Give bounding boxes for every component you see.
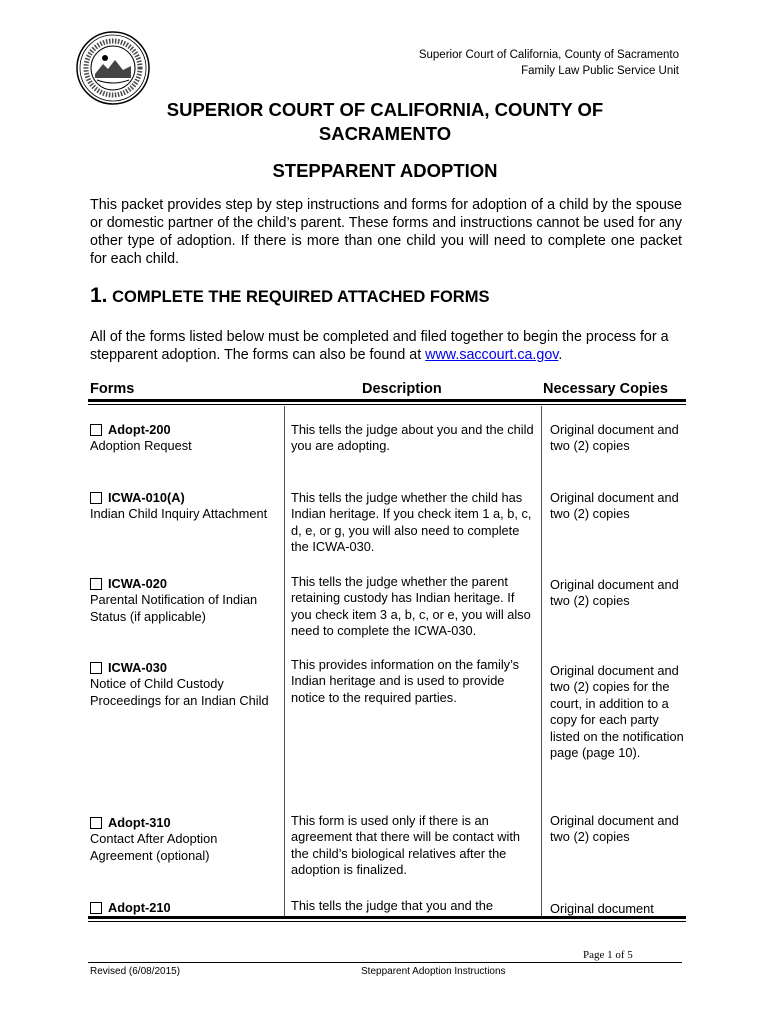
checkbox[interactable]	[90, 902, 102, 914]
form-name: Contact After Adoption Agreement (optional)	[90, 831, 218, 863]
section-number: 1.	[90, 284, 108, 307]
header-court-name: Superior Court of California, County of Sacramento	[418, 49, 679, 61]
checkbox[interactable]	[90, 424, 102, 436]
table-row-forms-cell	[90, 490, 280, 523]
form-name: Parental Notification of Indian Status (if applicable)	[90, 592, 258, 624]
header-unit-name: Family Law Public Service Unit	[521, 65, 679, 77]
title-line-2: SACRAMENTO	[318, 123, 452, 144]
column-header-description: Description	[362, 381, 442, 397]
column-divider-1	[284, 406, 285, 916]
section-heading-text: COMPLETE THE REQUIRED ATTACHED FORMS	[112, 288, 490, 306]
footer-divider	[88, 962, 682, 963]
form-code: Adopt-310	[108, 815, 171, 830]
row-copies: Original document and two (2) copies	[550, 490, 679, 522]
court-website-link[interactable]: www.saccourt.ca.gov	[425, 347, 559, 363]
document-title	[0, 98, 770, 146]
form-code: Adopt-200	[108, 422, 171, 437]
section-paragraph	[90, 328, 690, 364]
table-row-forms-cell	[90, 900, 280, 916]
row-copies: Original document	[550, 901, 654, 916]
table-bottom-rule-thin	[88, 921, 686, 922]
form-code: Adopt-210	[108, 900, 171, 915]
section-paragraph-end: .	[558, 347, 563, 363]
row-copies: Original document and two (2) copies	[550, 422, 679, 454]
table-row-forms-cell	[90, 422, 280, 455]
court-seal-logo	[75, 30, 151, 106]
row-copies: Original document and two (2) copies	[550, 577, 679, 609]
column-header-copies: Necessary Copies	[543, 381, 668, 397]
title-line-1: SUPERIOR COURT OF CALIFORNIA, COUNTY OF	[166, 99, 604, 120]
page-header	[419, 47, 679, 79]
row-description: This tells the judge about you and the child you are adopting.	[291, 422, 534, 454]
row-copies: Original document and two (2) copies for the court, in addition to a copy for each party listed on the notification page (page 10).	[550, 663, 684, 761]
checkbox[interactable]	[90, 492, 102, 504]
form-code: ICWA-010(A)	[108, 490, 185, 505]
row-description: This provides information on the family’s Indian heritage and is used to provide notice to the required parties.	[291, 657, 520, 705]
form-code: ICWA-020	[108, 576, 168, 591]
page-number: Page 1 of 5	[583, 949, 633, 961]
footer-doc-title: Stepparent Adoption Instructions	[361, 966, 506, 977]
table-row-forms-cell	[90, 660, 280, 709]
form-name: Indian Child Inquiry Attachment	[90, 506, 268, 522]
row-description: This tells the judge that you and the	[291, 898, 494, 913]
column-divider-2	[541, 406, 542, 916]
table-top-rule	[88, 399, 686, 402]
row-copies: Original document and two (2) copies	[550, 813, 679, 845]
row-description: This form is used only if there is an agreement that there will be contact with the child’s biological relatives after the adoption is finalized.	[291, 813, 521, 878]
form-code: ICWA-030	[108, 660, 168, 675]
form-name: Notice of Child Custody Proceedings for an Indian Child	[90, 676, 269, 708]
intro-paragraph: This packet provides step by step instructions and forms for adoption of a child by the spouse or domestic partner of the child’s parent. These forms and instructions cannot be used for any other type of adoption. If there is more than one child you will need to complete one packet for each child.	[90, 197, 682, 267]
table-top-rule-thin	[88, 404, 686, 405]
checkbox[interactable]	[90, 817, 102, 829]
section-paragraph-text: All of the forms listed below must be completed and filed together to begin the process for a stepparent adoption. The forms can also be found at	[90, 329, 669, 363]
form-name: Adoption Request	[90, 438, 192, 454]
checkbox[interactable]	[90, 662, 102, 674]
table-row-forms-cell	[90, 815, 280, 864]
checkbox[interactable]	[90, 578, 102, 590]
revision-date: Revised (6/08/2015)	[90, 966, 181, 977]
row-description: This tells the judge whether the child has Indian heritage. If you check item 1 a, b, c, d, e, or g, you will also need to complete the ICWA-030.	[291, 490, 532, 555]
table-row-forms-cell	[90, 576, 280, 625]
section-heading	[90, 284, 489, 308]
column-header-forms: Forms	[90, 381, 135, 397]
table-bottom-rule	[88, 916, 686, 919]
row-description: This tells the judge whether the parent retaining custody has Indian heritage. If you check item 3 a, b, c, or e, you will also need to complete the ICWA-030.	[291, 574, 531, 639]
document-subtitle: STEPPARENT ADOPTION	[272, 160, 498, 181]
